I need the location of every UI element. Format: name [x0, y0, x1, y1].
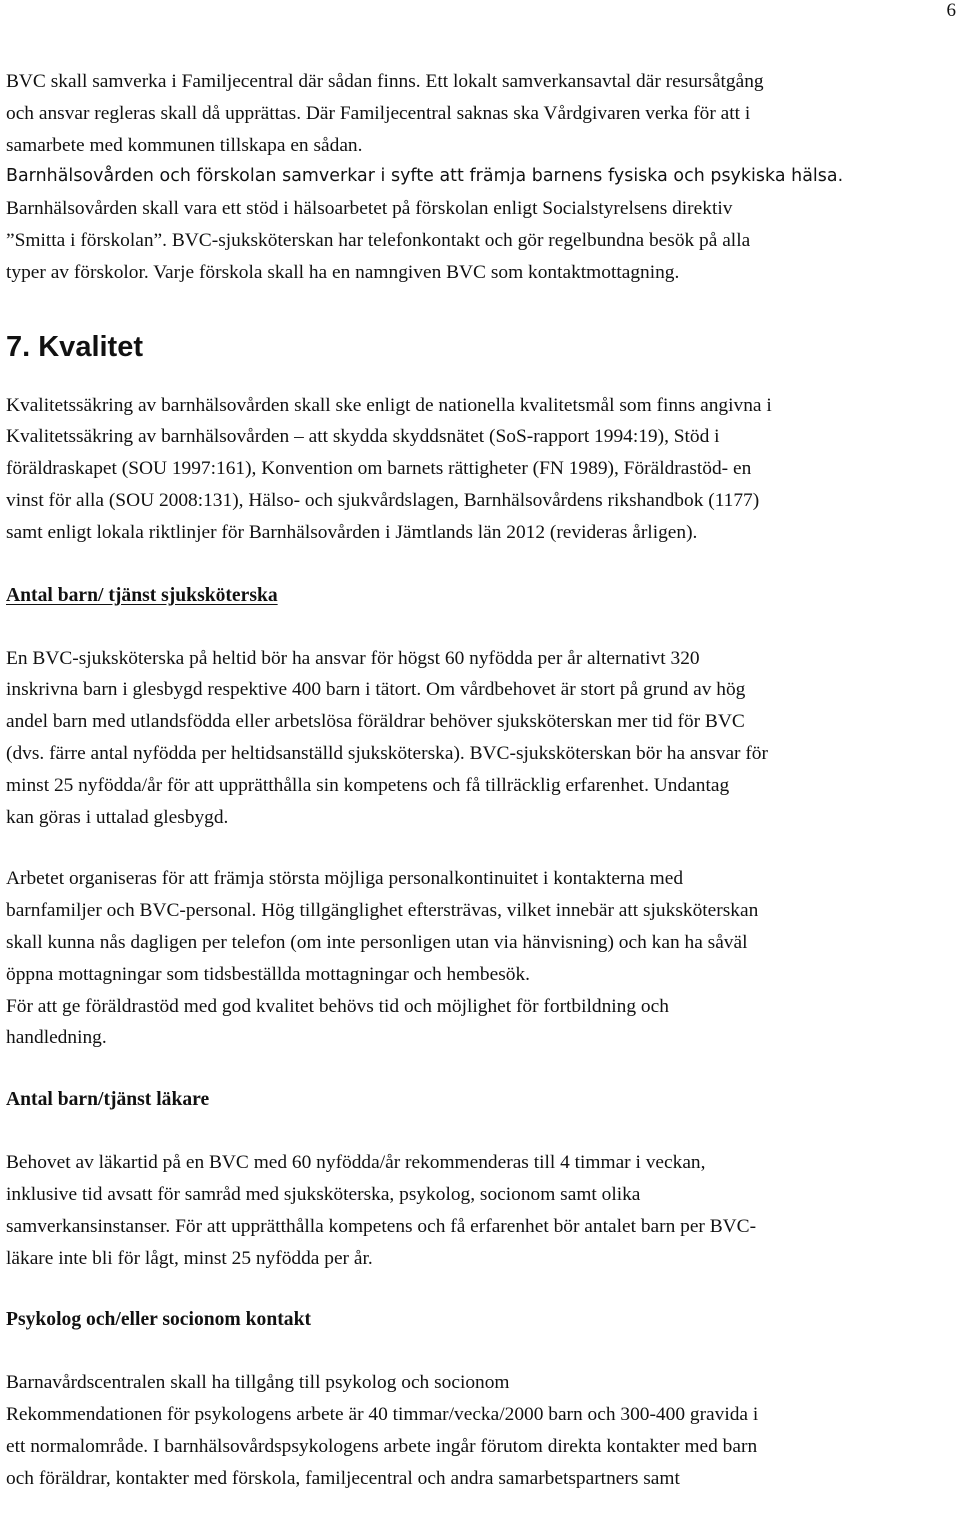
text-line: För att ge föräldrastöd med god kvalitet behövs tid och möjlighet för fortbildning och	[6, 995, 669, 1017]
text-line: skall kunna nås dagligen per telefon (om inte personligen utan via hänvisning) och kan ha såväl	[6, 931, 748, 953]
page-number: 6	[946, 0, 956, 21]
nurse-paragraph-2	[6, 863, 960, 1054]
text-line: En BVC-sjuksköterska på heltid bör ha ansvar för högst 60 nyfödda per år alternativt 320	[6, 647, 700, 669]
text-line: Rekommendationen för psykologens arbete är 40 timmar/vecka/2000 barn och 300-400 gravida i	[6, 1404, 759, 1426]
text-line: barnfamiljer och BVC-personal. Hög tillgänglighet eftersträvas, vilket innebär att sjuksköterskan	[6, 900, 759, 922]
spacer	[6, 367, 960, 390]
text-line: Kvalitetssäkring av barnhälsovården skall ske enligt de nationella kvalitetsmål som finns angivna i	[6, 394, 772, 416]
text-line: samt enligt lokala riktlinjer för Barnhälsovården i Jämtlands län 2012 (revideras årligen).	[6, 521, 698, 543]
spacer	[6, 1336, 960, 1367]
spacer	[6, 1274, 960, 1304]
text-line: inskrivna barn i glesbygd respektive 400 barn i tätort. Om vårdbehovet är stort på grund av hög	[6, 679, 746, 701]
text-line: Behovet av läkartid på en BVC med 60 nyfödda/år rekommenderas till 4 timmar i veckan,	[6, 1152, 706, 1174]
spacer	[6, 833, 960, 863]
psych-paragraph	[6, 1367, 960, 1494]
spacer	[6, 289, 960, 327]
page-content	[6, 66, 960, 1495]
text-line: Barnavårdscentralen skall ha tillgång till psykolog och socionom	[6, 1372, 510, 1394]
text-line: typer av förskolor. Varje förskola skall ha en namngiven BVC som kontaktmottagning.	[6, 261, 680, 283]
text-line: handledning.	[6, 1027, 107, 1049]
text-line: Barnhälsovården skall vara ett stöd i hälsoarbetet på förskolan enligt Socialstyrelsens direktiv	[6, 198, 733, 220]
text-line: och föräldrar, kontakter med förskola, familjecentral och andra samarbetspartners samt	[6, 1467, 680, 1489]
text-line: samverkansinstanser. För att upprätthålla kompetens och få erfarenhet bör antalet barn per BVC-	[6, 1215, 757, 1237]
text-line: Kvalitetssäkring av barnhälsovården – att skydda skyddsnätet (SoS-rapport 1994:19), Stöd i	[6, 426, 720, 448]
text-line: minst 25 nyfödda/år för att upprätthålla sin kompetens och få tillräcklig erfarenhet. Undantag	[6, 774, 730, 796]
text-line: andel barn med utlandsfödda eller arbetslösa föräldrar behöver sjuksköterskan mer tid för BVC	[6, 711, 745, 733]
text-line: föräldraskapet (SOU 1997:161), Konvention om barnets rättigheter (FN 1989), Föräldrastöd- en	[6, 458, 752, 480]
section-heading-kvalitet: 7. Kvalitet	[6, 330, 143, 363]
spacer	[6, 612, 960, 643]
text-line: BVC skall samverka i Familjecentral där sådan finns. Ett lokalt samverkansavtal där resursåtgång	[6, 71, 764, 92]
text-line: öppna mottagningar som tidsbeställda mottagningar och hembesök.	[6, 963, 530, 985]
spacer	[6, 1054, 960, 1084]
spacer	[6, 1116, 960, 1147]
text-line: inklusive tid avsatt för samråd med sjuksköterska, psykolog, socionom samt olika	[6, 1183, 641, 1205]
nurse-paragraph-1	[6, 643, 960, 834]
text-line: vinst för alla (SOU 2008:131), Hälso- och sjukvårdslagen, Barnhälsovårdens rikshandbok (1177)	[6, 489, 760, 511]
subheading-doctor: Antal barn/tjänst läkare	[6, 1089, 210, 1111]
text-line: Arbetet organiseras för att främja största möjliga personalkontinuitet i kontakterna med	[6, 868, 684, 890]
doctor-paragraph	[6, 1147, 960, 1274]
text-line: läkare inte bli för lågt, minst 25 nyfödda per år.	[6, 1247, 373, 1269]
text-line: ett normalområde. I barnhälsovårdspsykologens arbete ingår förutom direkta kontakter med barn	[6, 1435, 758, 1457]
kvalitet-paragraph	[6, 390, 960, 549]
intro-paragraph	[6, 66, 960, 289]
subheading-psych: Psykolog och/eller socionom kontakt	[6, 1309, 311, 1331]
text-line-sans: Barnhälsovården och förskolan samverkar i syfte att främja barnens fysiska och psykiska hälsa.	[6, 166, 844, 187]
text-line: kan göras i uttalad glesbygd.	[6, 806, 229, 828]
subheading-nurse: Antal barn/ tjänst sjuksköterska	[6, 584, 278, 606]
text-line: och ansvar regleras skall då upprättas. Där Familjecentral saknas ska Vårdgivaren verka för att i	[6, 102, 751, 124]
text-line: samarbete med kommunen tillskapa en sådan.	[6, 134, 363, 156]
text-line: ”Smitta i förskolan”. BVC-sjuksköterskan har telefonkontakt och gör regelbundna besök på alla	[6, 229, 751, 251]
spacer	[6, 549, 960, 580]
text-line: (dvs. färre antal nyfödda per heltidsanställd sjuksköterska). BVC-sjuksköterskan bör ha ansvar för	[6, 742, 768, 764]
